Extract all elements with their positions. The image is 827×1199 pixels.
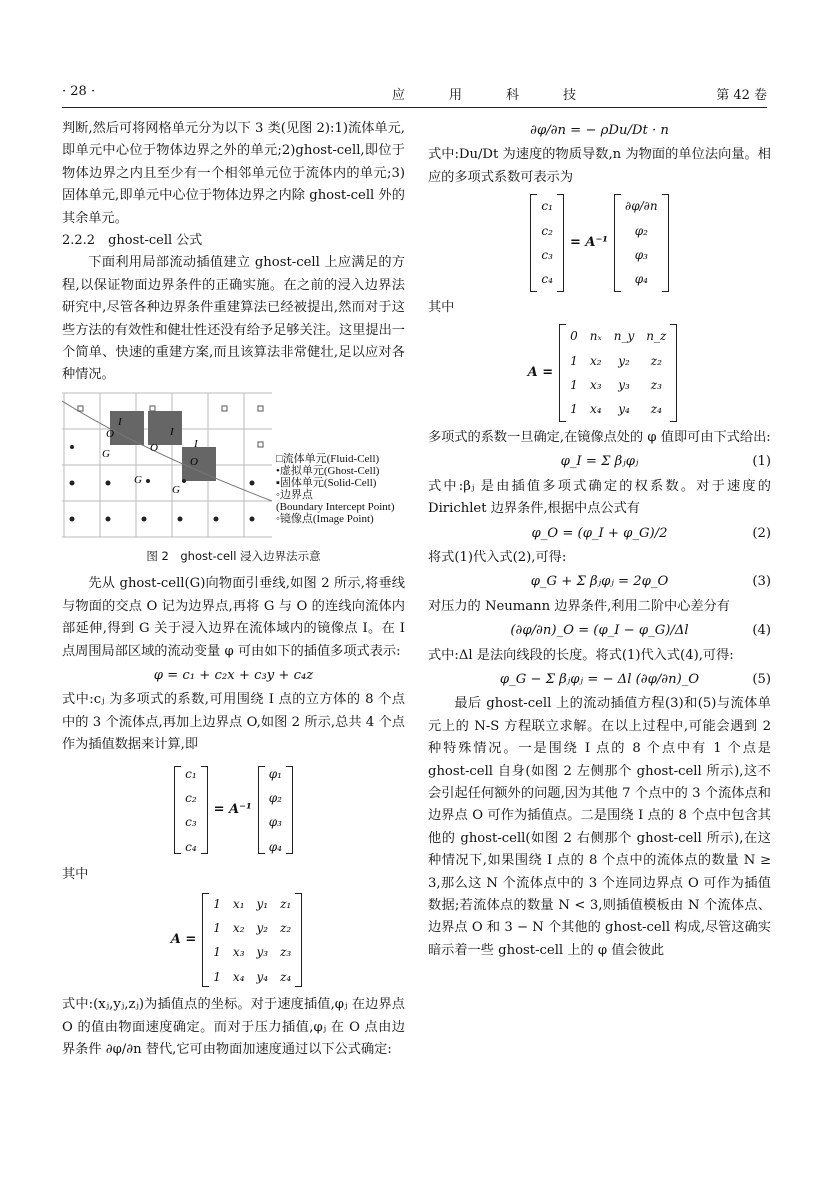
matrix-A: A = 1 x₁ y₁ z₁ 1 x₂ y₂ z₂ 1 x₃ y₃ z₃ 1 x₄ y₄ z₄	[62, 891, 405, 991]
paragraph: 最后 ghost-cell 上的流动插值方程(3)和(5)与流体单元上的 N-S 方程联立求解。在以上过程中,可能会遇到 2 种特殊情况。一是围绕 I 点的 8 个点中有 1 个点是 ghost-cell 自身(如图 2 左侧那个 ghost-cell 所示),这不会引起任何额外的问题,因为其他 7 个点中的 3 个流体点和边界点 O 可作为插值点。二是围绕 I 点的 8 个点中包含其他的 ghost-cell(如图 2 右侧那个 ghost-cell 所示),在这种情况下,如果围绕 I 点的 8 个点中的流体点的数量 N ≥ 3,那么这 N 个流体点中的 3 个连同边界点 O 可作为插值数据;若流体点的数量 N < 3,则插值模板由 N 个流体点、边界点 O 和 3 − N 个其他的 ghost-cell 构成,尽管这确实暗示着一些 ghost-cell 上的 φ 值会彼此	[428, 696, 771, 958]
paragraph: 下面利用局部流动插值建立 ghost-cell 上应满足的方程,以保证物面边界条件的正确实施。在之前的浸入边界法研究中,尽管各种边界条件重建算法已经被提出,然而对于这些方法的有效性和健壮性还没有给予足够关注。这里提出一个简单、快速的重建方案,而且该算法非常健壮,足以应对各种情况。	[62, 255, 405, 383]
page-header	[62, 84, 767, 104]
legend-item: □流体单元(Fluid-Cell)	[276, 452, 380, 465]
paragraph: 判断,然后可将网格单元分为以下 3 类(见图 2):1)流体单元,即单元中心位于物体边界之外的单元;2)ghost-cell,即位于物体边界之内且至少有一个相邻单元位于流体内的单元;3)固体单元,即单元中心位于物体边界之内除 ghost-cell 外的其余单元。	[62, 121, 405, 226]
paragraph: 式中:Du/Dt 为速度的物质导数,n 为物面的单位法向量。相应的多项式系数可表示为	[428, 147, 771, 185]
header-rule	[62, 107, 767, 108]
legend-item: ▪固体单元(Solid-Cell)	[276, 476, 377, 489]
section-heading: 2.2.2 ghost-cell 公式	[62, 233, 203, 249]
ghost-cell-block	[110, 411, 144, 445]
paragraph: 式中:(xⱼ,yⱼ,zⱼ)为插值点的坐标。对于速度插值,φⱼ 在边界点 O 的值由物面速度确定。而对于压力插值,φⱼ 在 O 点由边界条件 ∂φ/∂n 替代,它可由物面加速度通过以下公式确定:	[62, 997, 405, 1057]
equation-2: φ_O = (φ_I + φ_G)/2 (2)	[531, 525, 771, 541]
legend-item: (Boundary Intercept Point)	[276, 500, 395, 513]
paragraph: 先从 ghost-cell(G)向物面引垂线,如图 2 所示,将垂线与物面的交点 O 记为边界点,再将 G 与 O 的连线向流体内部延伸,得到 G 关于浸入边界在流体域内的镜像点 I。在 I 点周围局部区域的流动变量 φ 可由如下的插值多项式表示:	[62, 576, 405, 659]
svg-text:O: O	[106, 427, 114, 440]
coefficient-matrix-equation: c₁ c₂ c₃ c₄ = A⁻¹ ∂φ/∂n φ₂ φ₃ φ₄	[428, 193, 771, 293]
text-label: 其中	[428, 299, 455, 315]
svg-text:I: I	[194, 437, 198, 450]
ghost-cell-block	[148, 411, 182, 445]
figure-caption: 图 2 ghost-cell 浸入边界法示意	[146, 548, 321, 563]
equation-3: φ_G + Σ βⱼφⱼ = 2φ_O (3)	[530, 574, 771, 590]
paragraph: 对压力的 Neumann 边界条件,利用二阶中心差分有	[428, 598, 730, 614]
paragraph: 将式(1)代入式(2),可得:	[428, 549, 567, 565]
equation-polynomial: φ = c₁ + c₂x + c₃y + c₄z	[153, 667, 314, 683]
svg-text:O: O	[150, 441, 158, 454]
left-column	[62, 118, 405, 1061]
svg-text:G: G	[102, 447, 110, 460]
legend-item: ◦边界点	[276, 488, 313, 501]
svg-text:G: G	[172, 483, 180, 496]
paragraph: 多项式的系数一旦确定,在镜像点处的 φ 值即可由下式给出:	[428, 429, 771, 445]
equation-neumann-bc: ∂φ/∂n = − ρDu/Dt · n	[530, 123, 669, 138]
volume-label: 第 42 卷	[716, 88, 767, 103]
matrix-A: A = 0 nₓ n_y n_z 1 x₂ y₂ z₂ 1 x₃ y₃ z₃ 1 x₄ y₄ z₄	[428, 323, 771, 423]
text-label: 其中	[62, 867, 89, 883]
equation-5: φ_G − Σ βⱼφⱼ = − Δl (∂φ/∂n)_O (5)	[499, 671, 771, 687]
figure-legend	[276, 453, 395, 525]
svg-text:G: G	[134, 473, 142, 486]
equation-4: (∂φ/∂n)_O = (φ_I − φ_G)/Δl (4)	[510, 623, 771, 639]
svg-text:I: I	[170, 425, 174, 438]
figure-2	[62, 391, 405, 541]
legend-item: ◦镜像点(Image Point)	[276, 512, 374, 525]
paragraph: 式中:cⱼ 为多项式的系数,可用围绕 I 点的立方体的 8 个点中的 3 个流体点,再加上边界点 O,如图 2 所示,总共 4 个点作为插值数据来计算,即	[62, 692, 405, 753]
coefficient-matrix-equation: c₁ c₂ c₃ c₄ = A⁻¹ φ₁ φ₂ φ₃ φ₄	[62, 761, 405, 861]
paragraph: 式中:Δl 是法向线段的长度。将式(1)代入式(4),可得:	[428, 647, 734, 663]
right-column	[428, 118, 771, 962]
page-number: · 28 ·	[62, 84, 96, 99]
journal-name: 应用科技	[392, 88, 621, 103]
legend-item: •虚拟单元(Ghost-Cell)	[276, 464, 380, 477]
equation-1: φ_I = Σ βⱼφⱼ (1)	[560, 454, 771, 470]
paragraph: 式中:βⱼ 是由插值多项式确定的权系数。对于速度的 Dirichlet 边界条件,根据中点公式有	[428, 478, 771, 517]
svg-text:O: O	[190, 455, 198, 468]
svg-text:I: I	[118, 415, 122, 428]
ghost-cell-diagram	[62, 391, 282, 541]
